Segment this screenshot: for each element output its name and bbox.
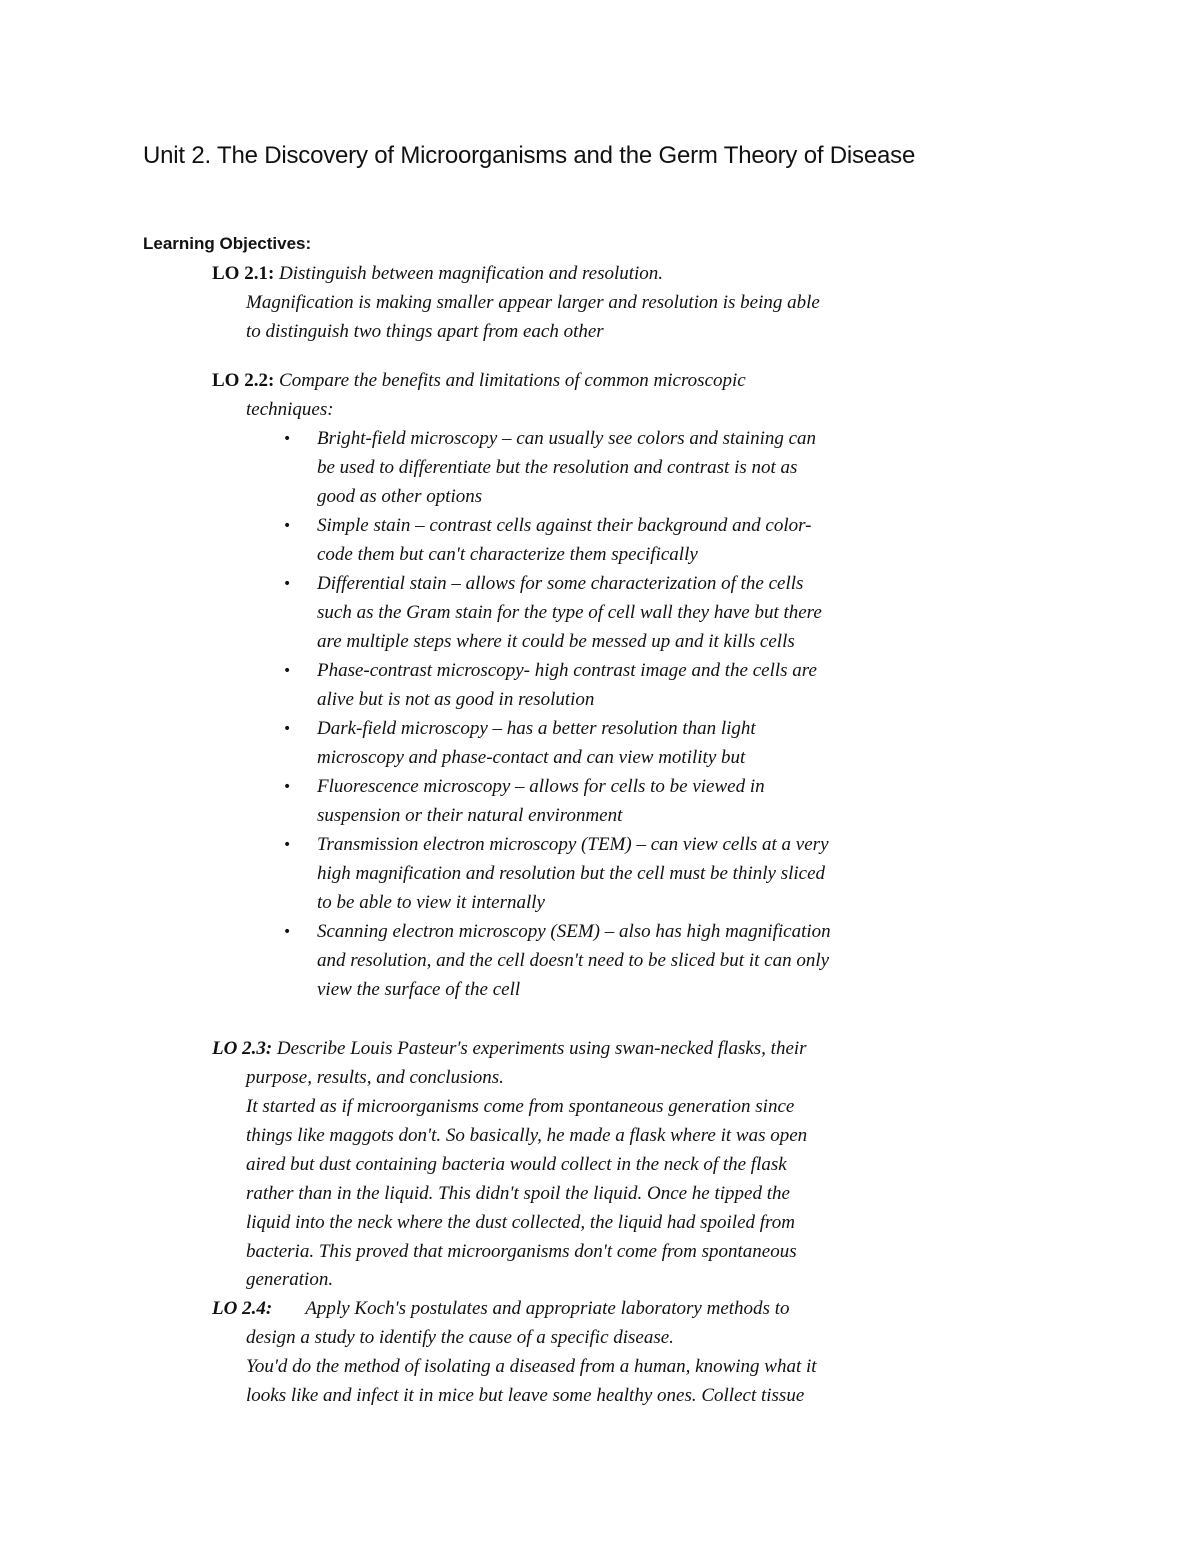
bullet-item-line: Simple stain – contrast cells against their background and color- bbox=[317, 515, 812, 536]
bullet-item-line: are multiple steps where it could be messed up and it kills cells bbox=[317, 631, 795, 652]
bullet-marker: • bbox=[283, 576, 292, 592]
lo-2-1-prompt-line bbox=[212, 264, 663, 283]
lo-2-4-prompt-line bbox=[212, 1299, 789, 1318]
bullet-item-line: Differential stain – allows for some characterization of the cells bbox=[317, 573, 804, 594]
lo-2-4-answer-line: looks like and infect it in mice but leave some healthy ones. Collect tissue bbox=[246, 1385, 805, 1406]
lo-2-2-label: LO 2.2: bbox=[212, 370, 275, 391]
bullet-item-line: suspension or their natural environment bbox=[317, 805, 623, 826]
lo-2-4-label: LO 2.4: bbox=[212, 1298, 273, 1319]
lo-2-3-prompt-line bbox=[212, 1039, 807, 1058]
bullet-item-line: such as the Gram stain for the type of cell wall they have but there bbox=[317, 602, 822, 623]
bullet-item-line: Dark-field microscopy – has a better resolution than light bbox=[317, 718, 756, 739]
lo-2-3-answer-line: rather than in the liquid. This didn't spoil the liquid. Once he tipped the bbox=[246, 1183, 790, 1204]
bullet-item-line: Transmission electron microscopy (TEM) – can view cells at a very bbox=[317, 834, 829, 855]
lo-2-2-prompt: Compare the benefits and limitations of common microscopic bbox=[279, 370, 746, 391]
lo-2-1-label: LO 2.1: bbox=[212, 263, 275, 284]
lo-2-3-prompt: Describe Louis Pasteur's experiments using swan-necked flasks, their bbox=[276, 1038, 807, 1059]
bullet-item-line: and resolution, and the cell doesn't need to be sliced but it can only bbox=[317, 950, 830, 971]
bullet-item-line: Scanning electron microscopy (SEM) – also has high magnification bbox=[317, 921, 831, 942]
bullet-item-line: Bright-field microscopy – can usually see colors and staining can bbox=[317, 428, 817, 449]
lo-2-3-answer-line: generation. bbox=[246, 1269, 334, 1290]
lo-2-3-answer-line: bacteria. This proved that microorganisms don't come from spontaneous bbox=[246, 1241, 797, 1262]
lo-2-2-prompt-line bbox=[212, 371, 746, 390]
bullet-marker: • bbox=[283, 837, 292, 853]
bullet-item-line: to be able to view it internally bbox=[317, 892, 545, 913]
bullet-item-line: microscopy and phase-contact and can view motility but bbox=[317, 747, 746, 768]
bullet-marker: • bbox=[283, 518, 292, 534]
bullet-item-line: alive but is not as good in resolution bbox=[317, 689, 595, 710]
bullet-item-line: Phase-contrast microscopy- high contrast image and the cells are bbox=[317, 660, 817, 681]
lo-2-3-label: LO 2.3: bbox=[212, 1038, 273, 1059]
lo-2-1-answer-line: to distinguish two things apart from each other bbox=[246, 321, 604, 342]
bullet-item-line: high magnification and resolution but the cell must be thinly sliced bbox=[317, 863, 826, 884]
lo-2-4-answer-line: You'd do the method of isolating a diseased from a human, knowing what it bbox=[246, 1356, 817, 1377]
lo-2-2-prompt-line: techniques: bbox=[246, 399, 334, 420]
lo-2-1-prompt: Distinguish between magnification and resolution. bbox=[279, 263, 664, 284]
bullet-item-line: good as other options bbox=[317, 486, 483, 507]
bullet-marker: • bbox=[283, 924, 292, 940]
learning-objectives-heading: Learning Objectives: bbox=[143, 234, 312, 253]
lo-2-4-prompt-line: design a study to identify the cause of a specific disease. bbox=[246, 1327, 674, 1348]
lo-2-3-answer-line: It started as if microorganisms come from spontaneous generation since bbox=[246, 1096, 795, 1117]
bullet-marker: • bbox=[283, 779, 292, 795]
document-title: Unit 2. The Discovery of Microorganisms and the Germ Theory of Disease bbox=[143, 142, 916, 169]
bullet-item-line: be used to differentiate but the resolution and contrast is not as bbox=[317, 457, 798, 478]
lo-2-3-prompt-line: purpose, results, and conclusions. bbox=[246, 1067, 504, 1088]
bullet-item-line: code them but can't characterize them specifically bbox=[317, 544, 698, 565]
lo-2-3-answer-line: aired but dust containing bacteria would collect in the neck of the flask bbox=[246, 1154, 787, 1175]
bullet-item-line: view the surface of the cell bbox=[317, 979, 521, 1000]
lo-2-3-answer-line: liquid into the neck where the dust collected, the liquid had spoiled from bbox=[246, 1212, 795, 1233]
bullet-marker: • bbox=[283, 663, 292, 679]
bullet-marker: • bbox=[283, 721, 292, 737]
lo-2-3-answer-line: things like maggots don't. So basically, he made a flask where it was open bbox=[246, 1125, 808, 1146]
lo-2-1-answer-line: Magnification is making smaller appear larger and resolution is being able bbox=[246, 292, 820, 313]
lo-2-4-prompt: Apply Koch's postulates and appropriate laboratory methods to bbox=[305, 1298, 790, 1319]
bullet-item-line: Fluorescence microscopy – allows for cells to be viewed in bbox=[317, 776, 765, 797]
bullet-marker: • bbox=[283, 431, 292, 447]
